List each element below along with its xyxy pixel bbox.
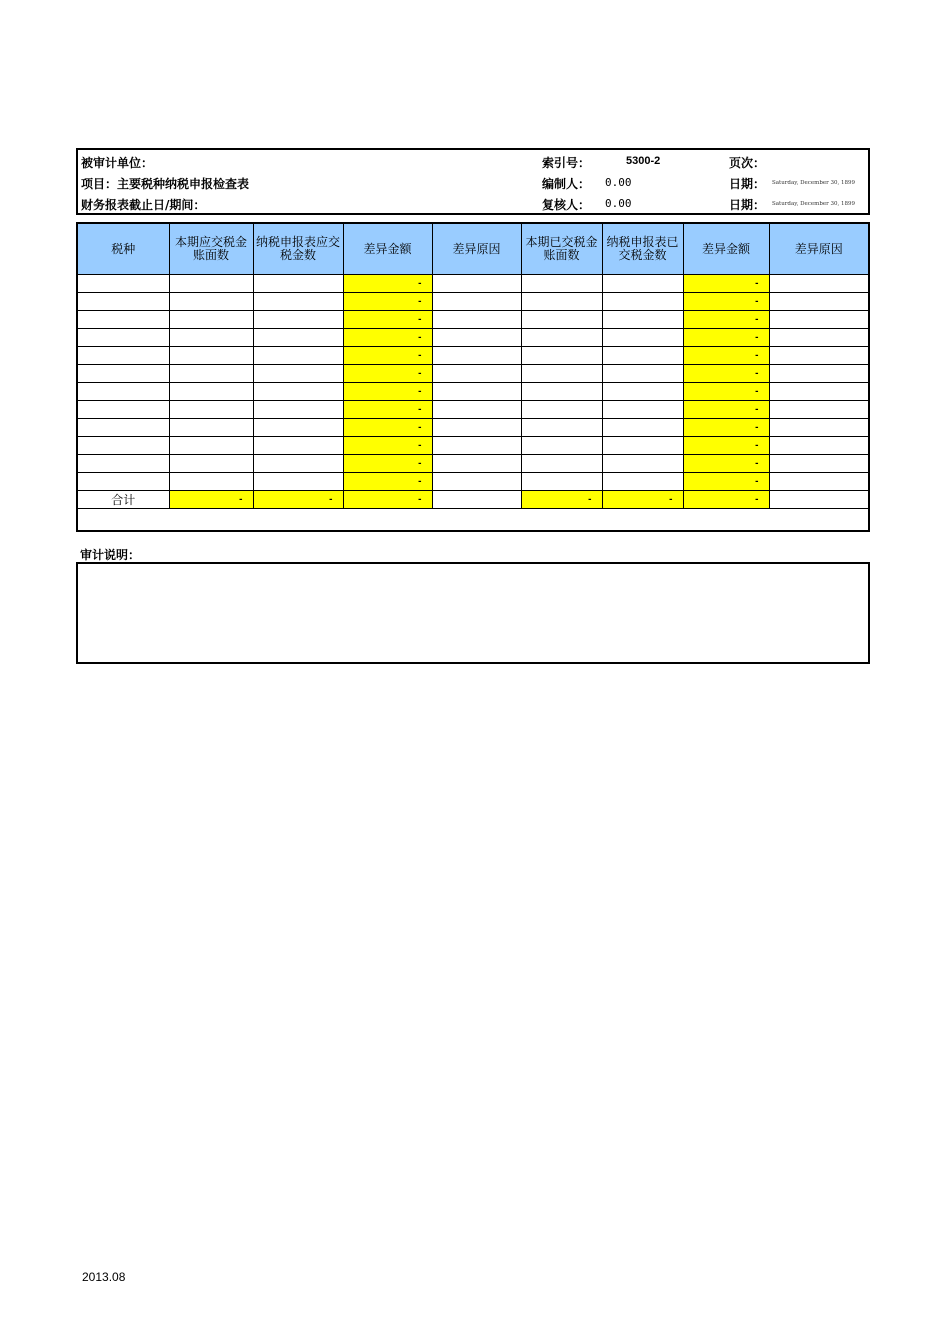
preparer-value: 0.00 xyxy=(605,176,632,189)
table-cell[interactable] xyxy=(169,383,253,401)
table-row xyxy=(78,347,868,365)
table-cell[interactable] xyxy=(521,437,602,455)
table-cell[interactable] xyxy=(769,275,868,293)
table-cell[interactable] xyxy=(769,383,868,401)
table-cell[interactable] xyxy=(432,365,521,383)
table-row xyxy=(78,293,868,311)
table-cell[interactable] xyxy=(169,401,253,419)
table-cell[interactable] xyxy=(169,455,253,473)
version-label: 2013.08 xyxy=(82,1270,126,1284)
date2-value: Saturday, December 30, 1899 xyxy=(772,201,855,207)
table-cell[interactable] xyxy=(602,473,683,491)
table-row xyxy=(78,329,868,347)
audited-unit-label: 被审计单位： xyxy=(81,156,154,170)
total-cell[interactable]: - xyxy=(602,491,683,509)
table-cell[interactable] xyxy=(521,455,602,473)
table-cell[interactable]: - xyxy=(683,383,769,401)
table-cell[interactable] xyxy=(602,329,683,347)
audit-note-label: 审计说明： xyxy=(80,548,141,562)
table-cell[interactable] xyxy=(769,311,868,329)
preparer-label: 编制人： xyxy=(542,177,591,191)
col-header-book-paid: 本期已交税金账面数 xyxy=(521,224,602,275)
col-header-book-payable: 本期应交税金账面数 xyxy=(169,224,253,275)
table-cell[interactable]: - xyxy=(683,419,769,437)
table-cell[interactable] xyxy=(521,401,602,419)
table-row xyxy=(78,473,868,491)
table-cell[interactable]: - xyxy=(683,473,769,491)
table-cell[interactable] xyxy=(602,419,683,437)
col-header-diff-2: 差异金额 xyxy=(683,224,769,275)
table-cell[interactable] xyxy=(602,383,683,401)
total-label: 合计 xyxy=(78,491,169,509)
table-cell[interactable] xyxy=(78,275,169,293)
table-cell[interactable] xyxy=(521,383,602,401)
tax-check-table xyxy=(78,224,868,526)
table-cell[interactable] xyxy=(432,311,521,329)
table-cell[interactable]: - xyxy=(683,275,769,293)
table-cell[interactable] xyxy=(602,437,683,455)
index-label: 索引号： xyxy=(542,156,591,170)
table-cell[interactable]: - xyxy=(343,401,432,419)
total-cell[interactable]: - xyxy=(253,491,343,509)
table-row xyxy=(78,383,868,401)
table-cell[interactable] xyxy=(253,329,343,347)
tax-check-table-wrap xyxy=(76,222,870,532)
table-cell[interactable] xyxy=(169,473,253,491)
table-cell[interactable] xyxy=(169,365,253,383)
table-cell[interactable] xyxy=(253,455,343,473)
table-cell[interactable] xyxy=(521,419,602,437)
table-cell[interactable]: - xyxy=(683,401,769,419)
table-cell[interactable] xyxy=(602,275,683,293)
date1-value: Saturday, December 30, 1899 xyxy=(772,180,855,186)
table-cell[interactable] xyxy=(521,473,602,491)
table-cell[interactable] xyxy=(253,275,343,293)
table-cell[interactable] xyxy=(769,473,868,491)
table-cell[interactable] xyxy=(432,293,521,311)
table-cell[interactable] xyxy=(602,455,683,473)
table-cell[interactable] xyxy=(78,419,169,437)
table-cell[interactable] xyxy=(253,311,343,329)
table-cell[interactable] xyxy=(432,473,521,491)
table-cell[interactable] xyxy=(253,383,343,401)
table-cell[interactable] xyxy=(78,383,169,401)
table-cell[interactable] xyxy=(769,365,868,383)
table-cell[interactable] xyxy=(78,311,169,329)
report-date-label: 财务报表截止日/期间： xyxy=(81,198,206,212)
table-cell[interactable]: - xyxy=(343,311,432,329)
table-cell[interactable] xyxy=(432,329,521,347)
table-cell[interactable] xyxy=(521,293,602,311)
table-cell[interactable] xyxy=(169,437,253,455)
table-cell[interactable] xyxy=(432,401,521,419)
table-cell[interactable] xyxy=(769,419,868,437)
info-row-3 xyxy=(78,193,868,214)
table-cell[interactable]: - xyxy=(683,347,769,365)
table-cell[interactable] xyxy=(253,365,343,383)
table-cell[interactable] xyxy=(169,347,253,365)
table-cell[interactable]: - xyxy=(683,437,769,455)
col-header-reason-2: 差异原因 xyxy=(769,224,868,275)
blank-row xyxy=(78,509,868,527)
table-cell[interactable]: - xyxy=(343,365,432,383)
table-cell[interactable] xyxy=(769,329,868,347)
table-row xyxy=(78,437,868,455)
table-cell[interactable] xyxy=(78,437,169,455)
table-cell[interactable] xyxy=(602,365,683,383)
total-cell[interactable]: - xyxy=(169,491,253,509)
col-header-return-payable: 纳税申报表应交税金数 xyxy=(253,224,343,275)
table-cell[interactable] xyxy=(769,347,868,365)
table-cell[interactable] xyxy=(432,275,521,293)
table-cell[interactable] xyxy=(253,473,343,491)
table-cell[interactable] xyxy=(78,347,169,365)
table-cell[interactable] xyxy=(253,419,343,437)
total-cell[interactable]: - xyxy=(521,491,602,509)
table-row xyxy=(78,401,868,419)
table-cell[interactable]: - xyxy=(683,455,769,473)
table-cell[interactable] xyxy=(521,347,602,365)
table-header-row xyxy=(78,224,868,275)
table-cell[interactable]: - xyxy=(343,329,432,347)
table-cell[interactable] xyxy=(253,293,343,311)
table-cell[interactable] xyxy=(432,455,521,473)
table-cell[interactable] xyxy=(78,365,169,383)
index-value: 5300-2 xyxy=(626,155,661,167)
table-cell[interactable] xyxy=(521,311,602,329)
table-cell[interactable] xyxy=(169,419,253,437)
table-cell[interactable]: - xyxy=(683,329,769,347)
table-cell[interactable] xyxy=(432,347,521,365)
total-cell[interactable]: - xyxy=(683,491,769,509)
table-cell[interactable]: - xyxy=(683,311,769,329)
table-cell[interactable]: - xyxy=(343,275,432,293)
info-row-2 xyxy=(78,172,868,193)
table-cell[interactable] xyxy=(769,455,868,473)
date1-label: 日期： xyxy=(729,177,766,191)
table-cell[interactable] xyxy=(169,293,253,311)
reviewer-label: 复核人： xyxy=(542,198,591,212)
total-cell[interactable]: - xyxy=(343,491,432,509)
table-cell[interactable]: - xyxy=(343,455,432,473)
col-header-tax-type: 税种 xyxy=(78,224,169,275)
table-cell[interactable] xyxy=(769,293,868,311)
table-cell[interactable] xyxy=(169,311,253,329)
info-row-1 xyxy=(78,151,868,172)
table-cell[interactable] xyxy=(78,293,169,311)
table-cell[interactable] xyxy=(169,275,253,293)
table-cell[interactable] xyxy=(78,455,169,473)
table-cell[interactable]: - xyxy=(343,383,432,401)
date2-label: 日期： xyxy=(729,198,766,212)
table-row xyxy=(78,419,868,437)
table-cell[interactable]: - xyxy=(343,293,432,311)
table-cell[interactable]: - xyxy=(343,437,432,455)
col-header-reason-1: 差异原因 xyxy=(432,224,521,275)
table-cell[interactable] xyxy=(769,437,868,455)
table-cell[interactable] xyxy=(169,329,253,347)
table-body xyxy=(78,275,868,527)
header-info-box xyxy=(76,148,870,215)
audit-note-box[interactable] xyxy=(76,562,870,664)
table-cell[interactable]: - xyxy=(683,365,769,383)
table-cell[interactable] xyxy=(432,383,521,401)
table-cell[interactable] xyxy=(78,329,169,347)
table-cell[interactable] xyxy=(602,311,683,329)
table-cell[interactable] xyxy=(78,401,169,419)
table-cell[interactable]: - xyxy=(683,293,769,311)
project-label: 项目：主要税种纳税申报检查表 xyxy=(81,177,250,191)
table-cell[interactable] xyxy=(769,401,868,419)
total-cell[interactable] xyxy=(432,491,521,509)
table-cell[interactable] xyxy=(253,401,343,419)
table-cell[interactable] xyxy=(602,347,683,365)
table-row xyxy=(78,311,868,329)
table-cell[interactable] xyxy=(521,275,602,293)
table-cell[interactable] xyxy=(602,401,683,419)
table-cell[interactable] xyxy=(521,329,602,347)
table-cell[interactable] xyxy=(602,293,683,311)
table-cell[interactable]: - xyxy=(343,419,432,437)
total-cell[interactable] xyxy=(769,491,868,509)
col-header-diff-1: 差异金额 xyxy=(343,224,432,275)
page-label: 页次： xyxy=(729,156,766,170)
blank-cell xyxy=(78,509,868,527)
table-cell[interactable] xyxy=(432,419,521,437)
table-cell[interactable]: - xyxy=(343,473,432,491)
table-row xyxy=(78,275,868,293)
table-row xyxy=(78,365,868,383)
table-cell[interactable]: - xyxy=(343,347,432,365)
table-row xyxy=(78,455,868,473)
col-header-return-paid: 纳税申报表已交税金数 xyxy=(602,224,683,275)
table-cell[interactable] xyxy=(253,437,343,455)
total-row xyxy=(78,491,868,509)
table-cell[interactable] xyxy=(432,437,521,455)
table-cell[interactable] xyxy=(78,473,169,491)
table-cell[interactable] xyxy=(521,365,602,383)
table-cell[interactable] xyxy=(253,347,343,365)
reviewer-value: 0.00 xyxy=(605,197,632,210)
